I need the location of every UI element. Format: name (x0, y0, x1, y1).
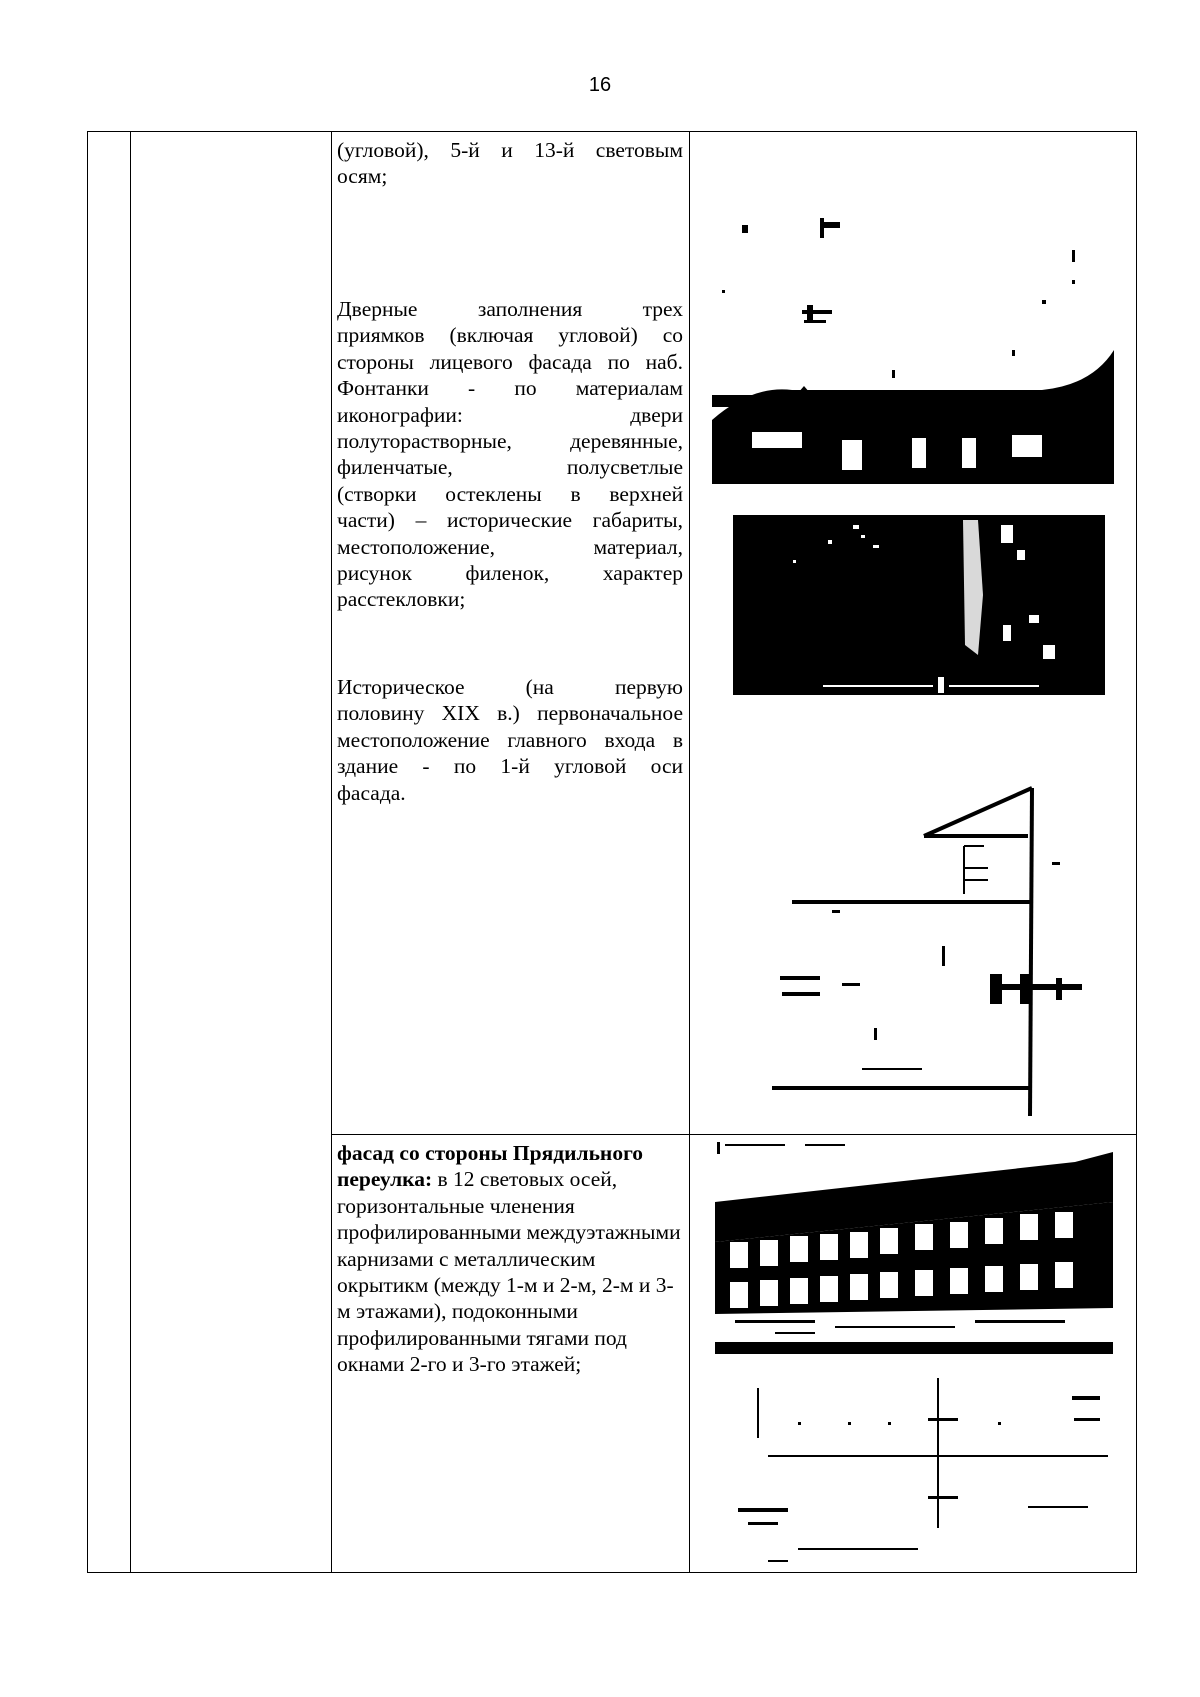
column-divider-1 (130, 131, 131, 1573)
text-line: фасада. (337, 780, 406, 805)
text-line: приямков (включая угловой) со (337, 323, 683, 348)
facade-heading: фасад со стороны Прядильного переулка: (337, 1141, 644, 1192)
text-line: Дверные заполнения трех (337, 297, 683, 321)
text-line: расстекловки; (337, 587, 466, 612)
text-line: Историческое (на первую (337, 675, 683, 699)
text-line: стороны лицевого фасада по наб. (337, 349, 683, 374)
text-line: здание - по 1-й угловой оси (337, 754, 683, 779)
text-line: иконографии: двери (337, 402, 683, 427)
text-line: осям; (337, 164, 388, 189)
text-block-pryadilny-facade (337, 1140, 683, 1378)
page-number: 16 (588, 74, 612, 96)
text-line: части) – исторические габариты, (337, 508, 683, 533)
text-line: (угловой), 5-й и 13-й световым (337, 138, 683, 162)
facade-photo-fontanka-icon (712, 170, 1114, 484)
text-block-axes (337, 137, 683, 190)
text-line: полуторастворные, деревянные, (337, 429, 683, 454)
dark-archive-photo-icon (733, 515, 1105, 695)
row-divider (332, 1134, 1137, 1135)
text-line: филенчатые, полусветлые (337, 455, 683, 480)
column-divider-2 (331, 131, 332, 1573)
text-line: (створки остеклены в верхней (337, 481, 683, 506)
facade-elevation-drawing-icon (762, 778, 1082, 1116)
text-line: половину XIX в.) первоначальное (337, 701, 683, 726)
text-line: местоположение, материал, (337, 534, 683, 559)
facade-description: в 12 световых осей, горизонтальные членения профилированными междуэтажными карнизами с металлическим окрытикм (между 1-м и 2-м, 2-м и 3-м этажами), подоконными профилированными тягами под окнами 2-го и 3-го этажей; (337, 1167, 681, 1377)
facade-photo-pryadilny-icon (715, 1142, 1113, 1354)
text-line: местоположение главного входа в (337, 727, 683, 752)
text-block-main-entrance (337, 674, 683, 806)
facade-drawing-pryadilny-icon (738, 1378, 1108, 1572)
text-line: рисунок филенок, характер (337, 561, 683, 586)
column-divider-3 (689, 131, 690, 1573)
text-block-doors (337, 296, 683, 613)
text-line: Фонтанки - по материалам (337, 376, 683, 401)
